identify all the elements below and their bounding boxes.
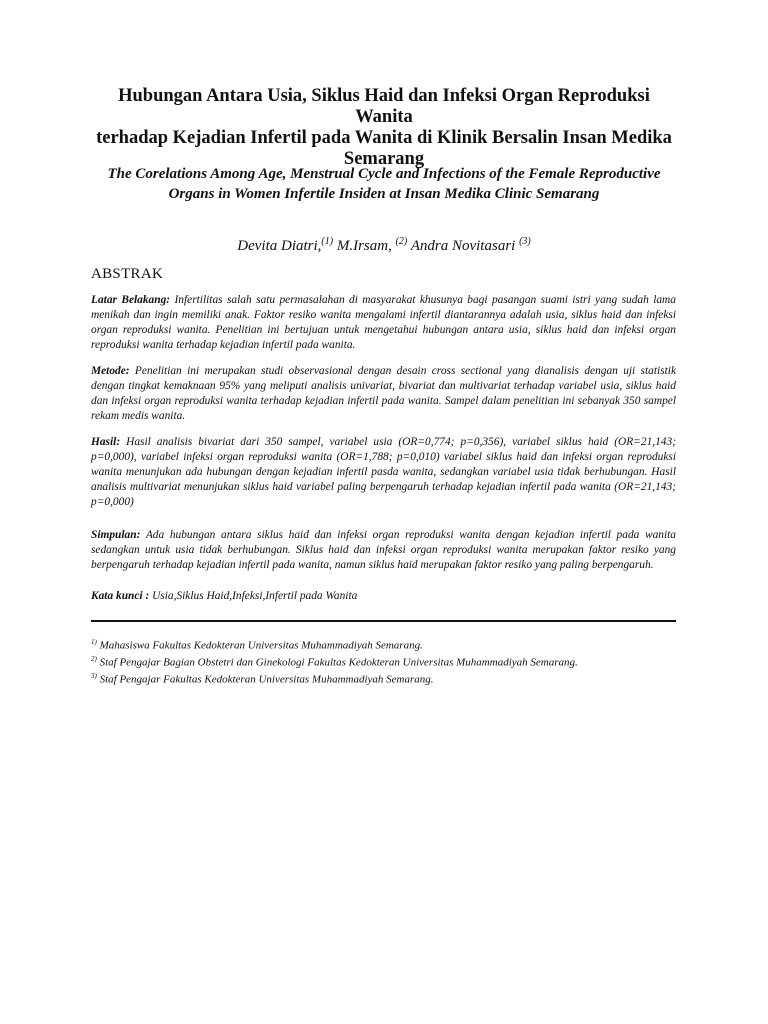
section-text: Usia,Siklus Haid,Infeksi,Infertil pada Wanita bbox=[149, 590, 358, 602]
paper-title bbox=[88, 86, 680, 170]
footnote-mark: 3) bbox=[91, 672, 97, 681]
footnotes bbox=[91, 636, 691, 687]
abstract-heading: ABSTRAK bbox=[91, 266, 164, 282]
section-text: Penelitian ini merupakan studi observasional dengan desain cross sectional yang dianalisis dengan uji statistik dengan tingkat kemaknaan 95% yang meliputi analisis univariat, bivariat dan multivariat terhadap variabel usia, siklus haid dan infeksi organ reproduksi wanita terhadap kejadian infertil pada wanita. Sampel dalam penelitian ini sebanyak 350 sampel rekam medis wanita. bbox=[91, 365, 676, 422]
footnote-mark: 1) bbox=[91, 638, 97, 646]
section-label: Latar Belakang: bbox=[91, 294, 171, 306]
footnote-mark: 2) bbox=[91, 655, 97, 664]
abstract-results bbox=[91, 435, 676, 510]
author-name: M.Irsam, bbox=[333, 238, 396, 254]
paper-subtitle-english bbox=[88, 164, 680, 204]
author-affiliation-mark: (3) bbox=[519, 236, 531, 247]
abstract-body bbox=[91, 293, 676, 615]
footnote-text: Staf Pengajar Fakultas Kedokteran Universitas Muhammadiyah Semarang. bbox=[96, 673, 434, 686]
section-label: Kata kunci : bbox=[91, 590, 150, 602]
footnote bbox=[91, 653, 691, 670]
title-line: Semarang bbox=[343, 149, 425, 169]
subtitle-line: The Corelations Among Age, Menstrual Cycle and Infections of the Female Reproductive bbox=[107, 166, 661, 182]
subtitle-line: Organs in Women Infertile Insiden at Insan Medika Clinic Semarang bbox=[168, 186, 600, 202]
abstract-keywords bbox=[91, 589, 676, 604]
abstract-conclusion bbox=[91, 528, 676, 573]
footnote bbox=[91, 670, 691, 687]
section-text: Hasil analisis bivariat dari 350 sampel, variabel usia (OR=0,774; p=0,356), variabel siklus haid (OR=21,143; p=0,000), variabel infeksi organ reproduksi wanita (OR=1,788; p=0,010) variabel siklus haid dan infeksi organ reproduksi wanita menunjukan ada hubungan dengan kejadian infertil pasda wanita, sedangkan variabel usia tidak berhubungan. Hasil analisis multivariat menunjukan siklus haid variabel paling berpengaruh terhadap kejadian infertil pada wanita (OR=21,143; p=0,000) bbox=[91, 436, 676, 508]
footnote-text: Mahasiswa Fakultas Kedokteran Universitas Muhammadiyah Semarang. bbox=[96, 639, 423, 652]
author-name: Andra Novitasari bbox=[407, 238, 520, 254]
section-label: Hasil: bbox=[91, 436, 121, 448]
author-affiliation-mark: (2) bbox=[395, 236, 408, 247]
section-label: Simpulan: bbox=[91, 529, 141, 541]
abstract-background bbox=[91, 293, 676, 353]
section-text: Infertilitas salah satu permasalahan di masyarakat khusunya bagi pasangan suami istri yang sudah lama menikah dan ingin memiliki anak. Faktor resiko wanita mengalami infertil diantarannya adalah usia, siklus haid dan infeksi organ reproduksi wanita. Penelitian ini bertujuan untuk mengetahui hubungan antara usia, siklus haid dan infeksi organ reproduksi wanita terhadap kejadian infertil pada wanita. bbox=[91, 294, 676, 351]
footnote-text: Staf Pengajar Bagian Obstetri dan Ginekologi Fakultas Kedokteran Universitas Muhammadiyah Semarang. bbox=[96, 656, 578, 669]
footnote-divider bbox=[91, 620, 676, 622]
abstract-methods bbox=[91, 364, 676, 424]
section-text: Ada hubungan antara siklus haid dan infeksi organ reproduksi wanita dengan kejadian infertil pada wanita sedangkan untuk usia tidak berhubungan. Siklus haid dan infeksi organ reproduksi wanita merupakan faktor resiko yang berpengaruh terhadap kejadian infertil pada wanita, namun siklus haid merupakan faktor resiko yang paling berpengaruh. bbox=[91, 529, 676, 571]
title-line: Hubungan Antara Usia, Siklus Haid dan Infeksi Organ Reproduksi Wanita bbox=[118, 86, 650, 127]
footnote bbox=[91, 636, 691, 653]
section-label: Metode: bbox=[91, 365, 130, 377]
title-line: terhadap Kejadian Infertil pada Wanita di Klinik Bersalin Insan Medika bbox=[96, 128, 672, 148]
author-list bbox=[88, 232, 680, 256]
author-affiliation-mark: (1) bbox=[321, 236, 334, 247]
author-name: Devita Diatri, bbox=[237, 238, 322, 254]
